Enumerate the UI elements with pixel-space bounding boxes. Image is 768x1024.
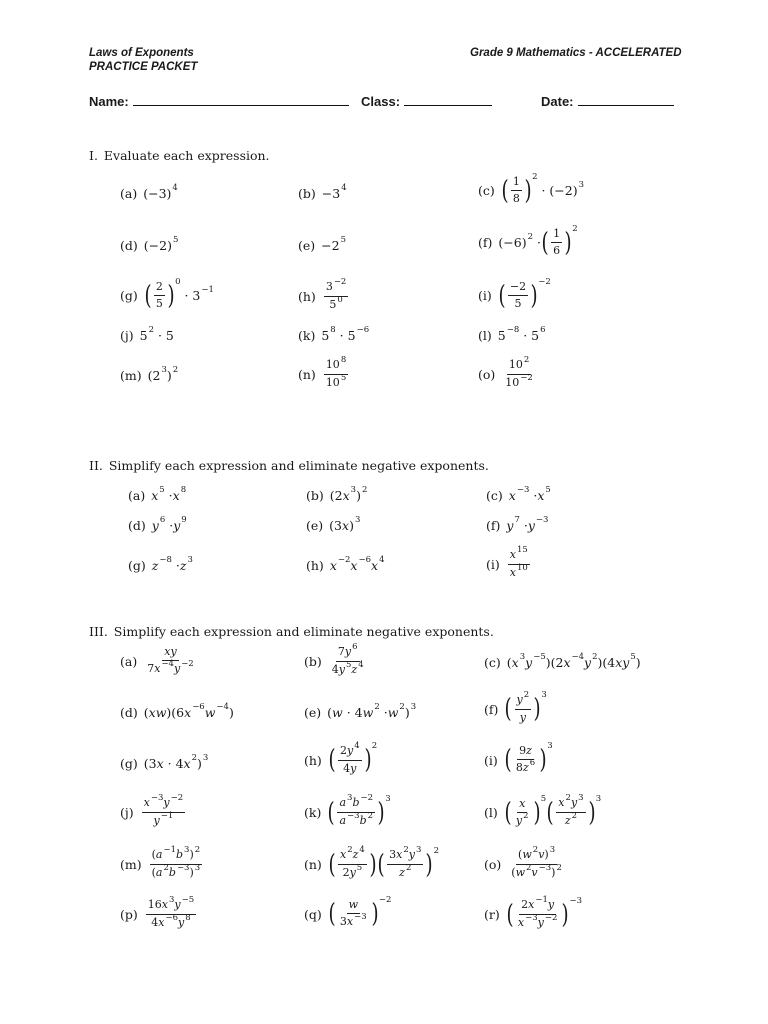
- problem-1a: [120, 182, 178, 201]
- problem-expression: 5 $^2$ · 5: [139, 324, 174, 343]
- problem-label: (e): [306, 518, 324, 533]
- problem-label: (a): [120, 653, 138, 669]
- section-number: II.: [89, 458, 103, 473]
- problem-label: (o): [484, 857, 502, 872]
- problem-label: (g): [120, 288, 138, 303]
- problem-1i: [478, 276, 551, 311]
- name-label: Name:: [89, 94, 129, 109]
- problem-expression: x $^{-3}$ · x $^5$: [508, 484, 551, 503]
- problem-3p: [120, 895, 198, 931]
- problem-expression: ( $\frac{w}{3x^{-3}}$ ) −2: [328, 895, 392, 929]
- problem-label: (k): [304, 805, 322, 820]
- problem-expression: ( $\frac{2y^4}{4y}$ ) 2: [328, 741, 378, 775]
- problem-1j: [120, 324, 174, 343]
- problem-1b: [298, 182, 347, 201]
- problem-expression: $\frac{(w^2v)^3}{(w^2v^{-3})^2}$: [511, 845, 562, 879]
- problem-2h: [306, 554, 385, 573]
- problem-2b: [306, 484, 368, 503]
- problem-1d: [120, 234, 179, 253]
- problem-expression: ( $\frac{2x^{-1}y}{x^{-3}y^{-2}}$ ) −3: [506, 895, 583, 930]
- problem-label: (i): [486, 557, 500, 572]
- problem-label: (p): [120, 907, 138, 922]
- problem-label: (n): [304, 857, 322, 872]
- problem-label: (f): [478, 235, 493, 250]
- problem-3l: [484, 793, 602, 829]
- problem-expression: x $^5$ · x $^8$: [151, 484, 187, 503]
- name-blank[interactable]: [133, 92, 349, 106]
- problem-3a: [120, 645, 198, 677]
- problem-expression: (2 $^3$ ) $^2$: [147, 364, 179, 383]
- problem-1n: [298, 355, 350, 391]
- problem-label: (m): [120, 368, 142, 383]
- header-course: Grade 9 Mathematics - ACCELERATED: [470, 47, 682, 59]
- section-number: III.: [89, 624, 108, 639]
- problem-expression: 5 $^{-8}$ · 5 $^6$: [497, 324, 546, 343]
- header-subtitle: PRACTICE PACKET: [89, 61, 198, 73]
- problem-1m: [120, 364, 179, 383]
- problem-2e: [306, 514, 361, 533]
- problem-label: (i): [484, 752, 498, 768]
- class-blank[interactable]: [404, 92, 492, 106]
- problem-expression: ( $\frac{a^3b^{-2}}{a^{-3}b^2}$ ) 3: [327, 793, 391, 828]
- problem-expression: (3 x · 4 x $^2$ ) $^3$: [143, 752, 209, 771]
- problem-expression: (2 x $^3$ ) $^2$: [329, 484, 368, 503]
- problem-label: (f): [486, 518, 501, 533]
- problem-expression: y $^7$ · y $^{-3}$: [506, 514, 549, 533]
- problem-label: (l): [478, 328, 492, 343]
- date-field[interactable]: [541, 92, 674, 109]
- problem-2c: [486, 484, 551, 503]
- problem-expression: ( xw )(6 x $^{-6}$ w $^{-4}$ ): [143, 701, 234, 720]
- problem-expression: $\frac{7y^6}{4y^5z^4}$: [331, 642, 364, 676]
- problem-label: (h): [304, 752, 322, 768]
- section-number: I.: [89, 148, 98, 163]
- problem-expression: ( $\frac{y^2}{y}$ ) 3: [504, 690, 547, 724]
- problem-label: (c): [486, 488, 503, 503]
- problem-expression: $\frac{3^{-2}}{5^0}$: [325, 277, 347, 311]
- section-title: Evaluate each expression.: [103, 148, 270, 163]
- problem-expression: $\frac{16x^3y^{-5}}{4x^{-6}y^8}$: [147, 895, 195, 929]
- problem-label: (a): [128, 488, 146, 503]
- problem-expression: $\frac{10^8}{10^5}$: [325, 355, 347, 389]
- problem-label: (n): [298, 367, 316, 382]
- section-title: Simplify each expression and eliminate negative exponents.: [113, 624, 494, 639]
- problem-3g: [120, 752, 209, 771]
- problem-expression: −3 $^4$: [321, 182, 347, 201]
- problem-label: (r): [484, 907, 500, 922]
- header-title: Laws of Exponents: [89, 47, 194, 59]
- problem-3n: [304, 845, 439, 881]
- problem-1o: [478, 355, 537, 391]
- problem-expression: $\frac{x^{-3}y^{-2}}{y^{-1}}$: [143, 793, 184, 827]
- problem-label: (l): [484, 805, 498, 820]
- problem-1g: [120, 276, 214, 311]
- problem-3i: [484, 741, 553, 776]
- problem-label: (q): [304, 906, 322, 922]
- problem-label: (m): [120, 857, 142, 872]
- problem-expression: ( x $^3$ y $^{-5}$ )(2 x $^{-4}$ y $^2$ )(4 xy $^5$ ): [506, 651, 641, 670]
- problem-label: (e): [304, 705, 322, 720]
- problem-expression: y $^6$ · y $^9$: [151, 514, 187, 533]
- problem-3r: [484, 895, 583, 931]
- problem-1k: [298, 324, 370, 343]
- problem-label: (b): [304, 654, 322, 669]
- problem-label: (c): [484, 655, 501, 670]
- problem-expression: ( $\frac{-2}{5}$ ) −2: [498, 276, 551, 311]
- problem-expression: z $^{-8}$ · z $^3$: [151, 554, 193, 573]
- problem-label: (c): [478, 183, 495, 198]
- section-title: Simplify each expression and eliminate negative exponents.: [108, 458, 489, 473]
- problem-label: (g): [120, 756, 138, 771]
- problem-label: (g): [128, 558, 146, 573]
- problem-expression: (−3) $^4$: [143, 182, 178, 201]
- class-label: Class:: [361, 94, 401, 109]
- date-blank[interactable]: [578, 92, 674, 106]
- problem-label: (h): [306, 558, 324, 573]
- problem-expression: ( w · 4 w $^2$ · w $^2$ ) $^3$: [327, 701, 417, 720]
- problem-2a: [128, 484, 187, 503]
- problem-1c: [478, 171, 585, 206]
- problem-label: (d): [128, 518, 146, 533]
- problem-label: (i): [478, 288, 492, 303]
- problem-3e: [304, 701, 417, 720]
- problem-3k: [304, 793, 391, 829]
- problem-3f: [484, 690, 547, 725]
- problem-expression: $\frac{(a^{-1}b^3)^2}{(a^2b^{-3})^3}$: [151, 845, 201, 879]
- class-field[interactable]: [361, 92, 492, 109]
- problem-3o: [484, 845, 566, 881]
- problem-label: (a): [120, 186, 138, 201]
- problem-2d: [128, 514, 187, 533]
- problem-3j: [120, 793, 187, 829]
- problem-label: (h): [298, 289, 316, 304]
- problem-label: (b): [306, 488, 324, 503]
- problem-1h: [298, 277, 350, 313]
- section-1-heading: [89, 148, 270, 163]
- problem-expression: (−6) $^2$ · ( $\frac{1}{6}$ ) 2: [498, 223, 578, 258]
- problem-2g: [128, 554, 193, 573]
- name-field[interactable]: [89, 92, 349, 109]
- problem-3c: [484, 651, 641, 670]
- problem-3q: [304, 895, 392, 930]
- problem-expression: $\frac{xy}{7x^{-4}y^{-2}}$: [147, 645, 194, 675]
- date-label: Date:: [541, 94, 574, 109]
- problem-label: (b): [298, 186, 316, 201]
- problem-expression: ( $\frac{x}{y^2}$ ) 5 ( $\frac{x^2y^3}{z^2}$ ) 3: [504, 793, 602, 828]
- problem-expression: $\frac{x^{15}}{x^{10}}$: [509, 545, 528, 579]
- problem-expression: (3 x ) $^3$: [329, 514, 361, 533]
- problem-expression: x $^{-2}$ x $^{-6}$ x $^4$: [329, 554, 385, 573]
- problem-expression: ( $\frac{9z}{8z^6}$ ) 3: [504, 741, 553, 775]
- problem-label: (o): [478, 367, 496, 382]
- problem-3d: [120, 701, 234, 720]
- problem-expression: ( $\frac{2}{5}$ ) 0 · 3 $^{-1}$: [144, 276, 214, 311]
- problem-expression: (−2) $^5$: [143, 234, 179, 253]
- problem-expression: ( $\frac{1}{8}$ ) 2 · (−2) $^3$: [501, 171, 585, 206]
- problem-2i: [486, 545, 532, 581]
- problem-3m: [120, 845, 204, 881]
- problem-1e: [298, 234, 347, 253]
- problem-label: (k): [298, 328, 316, 343]
- problem-3b: [304, 642, 368, 678]
- problem-expression: $\frac{10^2}{10^{-2}}$: [505, 355, 533, 389]
- problem-1f: [478, 223, 578, 258]
- problem-label: (d): [120, 238, 138, 253]
- problem-label: (j): [120, 328, 134, 343]
- problem-1l: [478, 324, 546, 343]
- problem-2f: [486, 514, 549, 533]
- section-2-heading: [89, 458, 489, 473]
- problem-expression: ( $\frac{x^2z^4}{2y^5}$ ) ( $\frac{3x^2y^3}{z^2}$ ) 2: [328, 845, 439, 880]
- problem-expression: 5 $^8$ · 5 $^{-6}$: [321, 324, 370, 343]
- problem-label: (d): [120, 705, 138, 720]
- problem-label: (f): [484, 701, 499, 717]
- problem-3h: [304, 741, 378, 776]
- problem-label: (j): [120, 805, 134, 820]
- problem-label: (e): [298, 238, 316, 253]
- section-3-heading: [89, 624, 494, 639]
- problem-expression: −2 $^5$: [321, 234, 347, 253]
